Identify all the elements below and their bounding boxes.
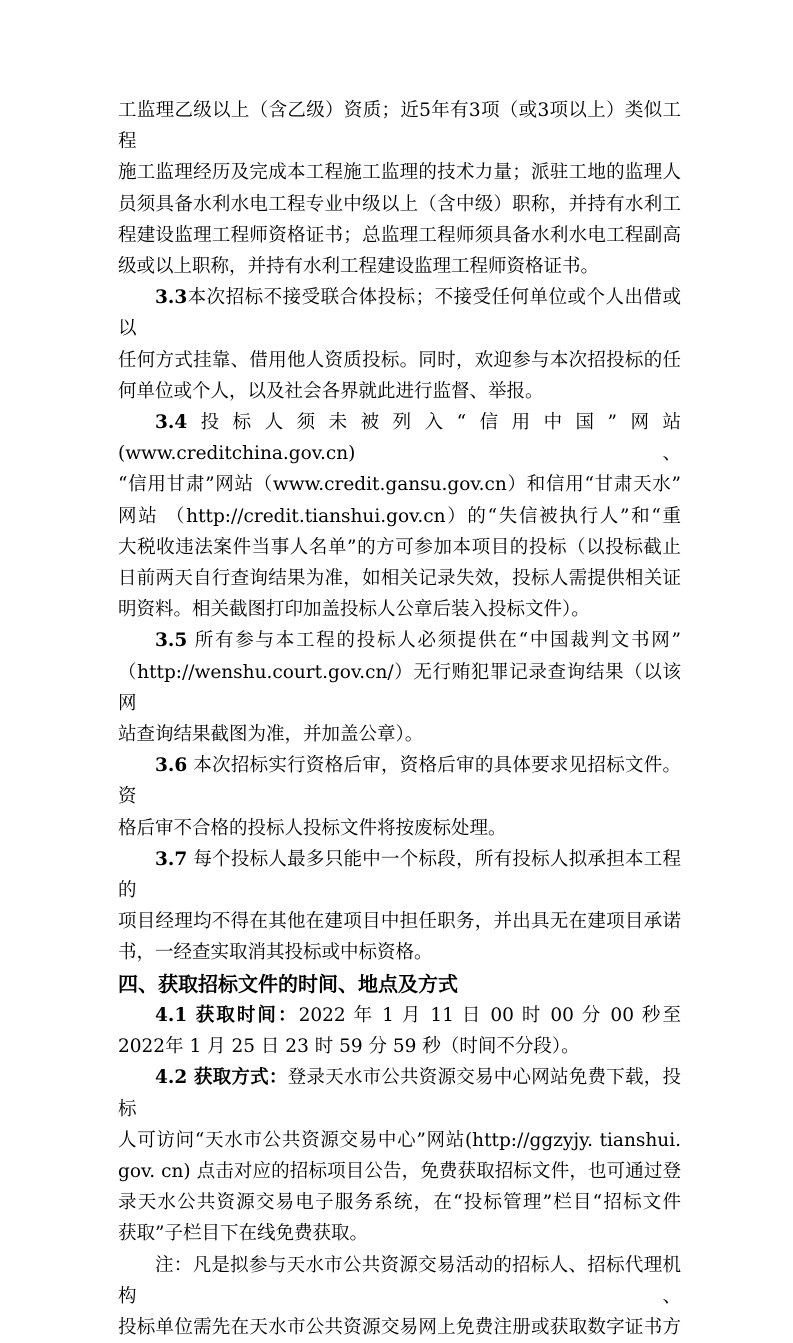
text-line: 本次招标不接受联合体投标；不接受任何单位或个人出借或以 xyxy=(118,287,681,340)
clause-number: 4.1 xyxy=(155,1004,188,1026)
clause-number: 3.4 xyxy=(155,412,188,434)
clause-label: 获取时间： xyxy=(187,1004,299,1026)
text-line: 书，一经查实取消其投标或中标资格。 xyxy=(118,942,433,964)
text-line: 网站 （http://credit.tianshui.gov.cn）的“失信被执行人”和“重 xyxy=(118,505,681,527)
clause-4-2 xyxy=(118,1062,681,1124)
text-line: 本次招标实行资格后审，资格后审的具体要求见招标文件。资 xyxy=(118,755,681,808)
clause-3-5 xyxy=(118,625,681,656)
clause-number: 4.2 xyxy=(155,1067,188,1089)
clause-number: 3.5 xyxy=(155,630,188,652)
text-line: 投标单位需先在天水市公共资源交易网上免费注册或获取数字证书方 xyxy=(118,1316,681,1338)
text-line: 格后审不合格的投标人投标文件将按废标处理。 xyxy=(118,817,507,839)
text-line: 工监理乙级以上（含乙级）资质；近5年有3项（或3项以上）类似工程 xyxy=(118,100,681,153)
text-line: 何单位或个人，以及社会各界就此进行监督、举报。 xyxy=(118,380,544,402)
text-line: 站查询结果截图为准，并加盖公章）。 xyxy=(118,724,424,746)
clause-3-7 xyxy=(118,844,681,906)
text-line: 级或以上职称，并持有水利工程建设监理工程师资格证书。 xyxy=(118,256,600,278)
text-line: 登录天水市公共资源交易中心网站免费下载，投标 xyxy=(118,1067,681,1120)
text-line: 所有参与本工程的投标人必须提供在“中国裁判文书网” xyxy=(187,630,681,652)
text-line: （http://wenshu.court.gov.cn/）无行贿犯罪记录查询结果（以该网 xyxy=(118,661,681,714)
clause-4-1 xyxy=(118,1000,681,1031)
section-heading: 四、获取招标文件的时间、地点及方式 xyxy=(118,971,458,996)
text-line: 每个投标人最多只能中一个标段，所有投标人拟承担本工程的 xyxy=(118,848,681,902)
clause-3-3 xyxy=(118,282,681,344)
text-line: 人可访问“天水市公共资源交易中心”网站(http://ggzyjy. tianshui. xyxy=(118,1129,681,1151)
text-line: gov. cn) 点击对应的招标项目公告，免费获取招标文件，也可通过登 xyxy=(118,1160,681,1182)
clause-number: 3.3 xyxy=(155,287,188,309)
clause-number: 3.7 xyxy=(155,848,188,870)
text-line: 2022 年 1 月 11 日 00 时 00 分 00 秒至 xyxy=(298,1004,681,1026)
text-line: 2022年 1 月 25 日 23 时 59 分 59 秒（时间不分段）。 xyxy=(118,1036,580,1058)
clause-number: 3.6 xyxy=(155,755,188,777)
text-line: 投标人须未被列入“信用中国”网站(www.creditchina.gov.cn)、 xyxy=(118,412,681,465)
clause-3-6 xyxy=(118,750,681,812)
text-line: 明资料。相关截图打印加盖投标人公章后装入投标文件）。 xyxy=(118,599,590,621)
clause-label: 获取方式： xyxy=(187,1067,288,1089)
text-line: “信用甘肃”网站（www.credit.gansu.gov.cn）和信用“甘肃天水” xyxy=(118,474,681,496)
clause-3-4 xyxy=(118,407,681,469)
text-line: 大税收违法案件当事人名单”的方可参加本项目的投标（以投标截止 xyxy=(118,536,681,558)
text-line: 程建设监理工程师资格证书；总监理工程师须具备水利水电工程副高 xyxy=(118,224,681,246)
text-line: 员须具备水利水电工程专业中级以上（含中级）职称，并持有水利工 xyxy=(118,193,681,215)
text-line: 任何方式挂靠、借用他人资质投标。同时，欢迎参与本次招投标的任 xyxy=(118,349,681,371)
note-paragraph: 注：凡是拟参与天水市公共资源交易活动的招标人、招标代理机构、 xyxy=(118,1254,681,1307)
text-line: 施工监理经历及完成本工程施工监理的技术力量；派驻工地的监理人 xyxy=(118,162,681,184)
text-line: 获取”子栏目下在线免费获取。 xyxy=(118,1223,368,1245)
text-line: 录天水公共资源交易电子服务系统，在“投标管理”栏目“招标文件 xyxy=(118,1192,681,1214)
text-line: 项目经理均不得在其他在建项目中担任职务，并出具无在建项目承诺 xyxy=(118,911,681,933)
text-line: 日前两天自行查询结果为准，如相关记录失效，投标人需提供相关证 xyxy=(118,568,681,590)
